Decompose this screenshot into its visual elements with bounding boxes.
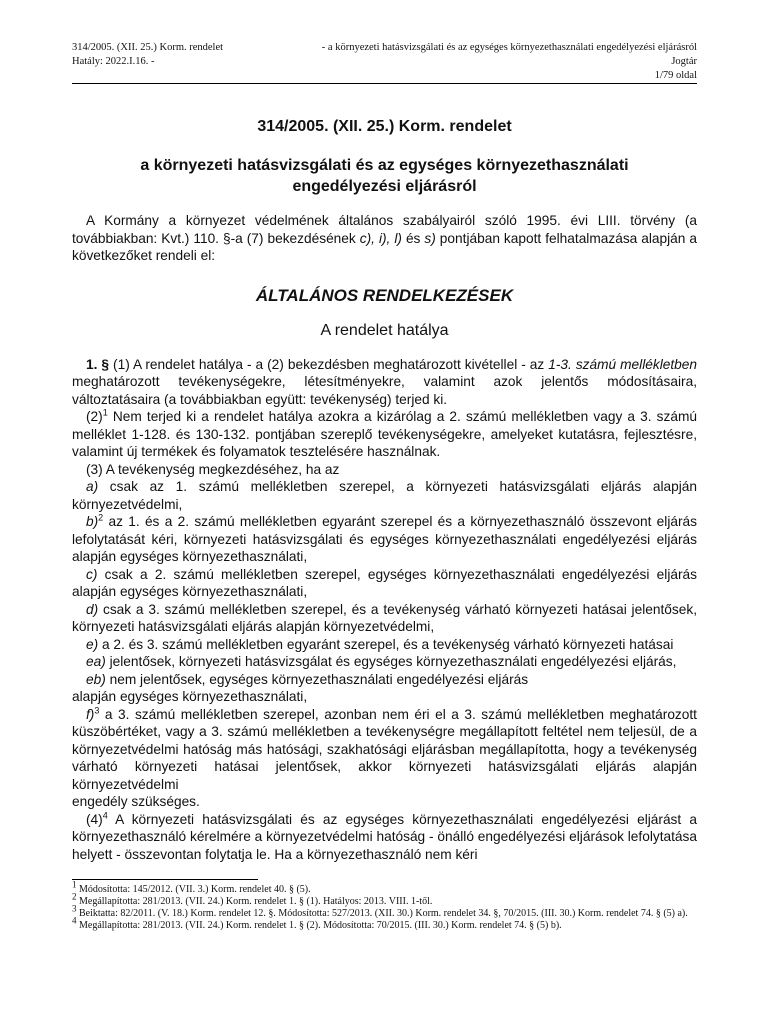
header-effective-date: Hatály: 2022.I.16. - bbox=[72, 56, 155, 67]
paragraph-text: Nem terjed ki a rendelet hatálya azokra a kizárólag a 2. számú mellékletben vagy a 3. számú melléklet 1-128. és 130-132. pontjában szereplő tevékenységekre, amelyeket kutatásra, fejlesztésre, valamint új termékek és folyamatok tesztelésére használnak. bbox=[72, 409, 697, 459]
section-heading: ÁLTALÁNOS RENDELKEZÉSEK bbox=[255, 285, 514, 305]
preamble-text: A Kormány a környezet védelmének általános szabályairól szóló 1995. évi LIII. törvény (a továbbiakban: Kvt.) 110. §-a (7) bekezdésének bbox=[72, 213, 697, 246]
footnote bbox=[72, 915, 697, 932]
list-item-f bbox=[72, 706, 697, 794]
item-label: f) bbox=[86, 706, 95, 722]
header-act-number: 314/2005. (XII. 25.) Korm. rendelet bbox=[72, 42, 224, 53]
paragraph-text: (1) A rendelet hatálya - a (2) bekezdésben meghatározott kivétellel - az bbox=[109, 356, 549, 372]
paragraph-number: (4) bbox=[86, 811, 103, 827]
paragraph-2 bbox=[72, 408, 697, 461]
paragraph-1 bbox=[72, 356, 697, 409]
header-act-title: - a környezeti hatásvizsgálati és az egységes környezethasználati engedélyezési eljárásról bbox=[321, 42, 697, 53]
footnote bbox=[72, 879, 697, 896]
footnote bbox=[72, 891, 697, 908]
paragraph-3: (3) A tevékenység megkezdéséhez, ha az bbox=[86, 461, 340, 477]
preamble-point-s: s) bbox=[424, 230, 436, 246]
item-label: eb) bbox=[86, 671, 106, 687]
document-body bbox=[72, 110, 697, 863]
item-text: jelentősek, környezeti hatásvizsgálat és egységes környezethasználati engedélyezési eljárás, bbox=[105, 654, 677, 669]
footnote-ref[interactable]: 3 bbox=[94, 704, 100, 715]
footnote-ref[interactable]: 1 bbox=[102, 407, 108, 418]
footnote-text: Beiktatta: 82/2011. (V. 18.) Korm. rendelet 12. §. Módosította: 527/2013. (XII. 30.) Korm. rendelet 34. §, 70/2015. (III. 30.) Korm. rendelet 74. § (5) a). bbox=[76, 908, 688, 919]
preamble-points: c), i), l) bbox=[359, 230, 402, 246]
paragraph-4 bbox=[72, 811, 697, 864]
footnote-ref[interactable]: 2 bbox=[98, 512, 104, 523]
item-text: csak a 3. számú mellékletben szerepel, és a tevékenység várható környezeti hatásai jelentősek, környezeti hatásvizsgálati eljárás alapján környezetvédelmi, bbox=[72, 601, 697, 634]
list-item-a bbox=[72, 478, 697, 513]
item-text: nem jelentősek, egységes környezethasználati engedélyezési eljárás bbox=[105, 671, 529, 687]
footnote-number: 1 bbox=[72, 879, 77, 890]
item-text: csak az 1. számú mellékletben szerepel, a környezeti hatásvizsgálati eljárás alapján környezetvédelmi, bbox=[72, 479, 697, 512]
item-label: ea) bbox=[86, 654, 106, 669]
header-divider bbox=[72, 83, 697, 84]
preamble bbox=[72, 212, 697, 265]
footnote-number: 3 bbox=[72, 903, 77, 914]
list-item-e bbox=[72, 636, 697, 654]
running-header bbox=[72, 41, 697, 83]
item-label: e) bbox=[86, 636, 99, 652]
annex-reference: 1-3. számú mellékletben bbox=[548, 356, 697, 372]
header-page-number: 1/79 oldal bbox=[654, 70, 697, 81]
list-item-eb-continuation: alapján egységes környezethasználati, bbox=[72, 689, 308, 704]
document-subtitle-line1: a környezeti hatásvizsgálati és az egységes környezethasználati bbox=[140, 157, 629, 174]
paragraph-text: meghatározott tevékenységekre, létesítményekre, valamint azok jelentős módosításaira, változtatásaira (a továbbiakban együtt: tevékenység) terjed ki. bbox=[72, 374, 697, 407]
item-label: a) bbox=[86, 479, 99, 494]
footnote-divider bbox=[72, 879, 258, 880]
item-label: c) bbox=[86, 566, 98, 582]
section-number: 1. § bbox=[86, 356, 110, 372]
document-title: 314/2005. (XII. 25.) Korm. rendelet bbox=[257, 118, 512, 135]
footnote-text: Megállapította: 281/2013. (VII. 24.) Korm. rendelet 1. § (2). Módosította: 70/2015. (III. 30.) Korm. rendelet 74. § (5) b). bbox=[76, 920, 562, 931]
footnote-text: Megállapította: 281/2013. (VII. 24.) Korm. rendelet 1. § (1). Hatályos: 2013. VIII. 1-től. bbox=[76, 896, 433, 907]
list-item-f-continuation: engedély szükséges. bbox=[72, 794, 200, 809]
footnotes bbox=[72, 879, 697, 932]
paragraph-number: (2) bbox=[86, 409, 103, 424]
item-label: b) bbox=[86, 514, 99, 529]
list-item-c bbox=[72, 566, 697, 601]
document-subtitle-line2: engedélyezési eljárásról bbox=[292, 178, 477, 195]
item-text: a 3. számú mellékletben szerepel, azonban nem éri el a 3. számú mellékletben meghatározott küszöbértéket, vagy a 3. számú mellékletben a tevékenységre megállapított feltétel nem teljesül, de a környezetvédelmi hatóság más hatósági, szakhatósági eljárásban megállapította, hogy a tevékenység várható környezeti hatásai jelentősek, akkor környezeti hatásvizsgálati eljárás alapján környezetvédelmi bbox=[72, 706, 697, 792]
subsection-heading: A rendelet hatálya bbox=[320, 321, 449, 339]
footnote bbox=[72, 903, 697, 920]
item-text: a 2. és 3. számú mellékletben egyaránt szerepel, és a tevékenység várható környezeti hatásai bbox=[98, 636, 674, 652]
item-text: csak a 2. számú mellékletben szerepel, egységes környezethasználati engedélyezési eljárás alapján egységes környezethasználati, bbox=[72, 566, 697, 599]
list-item-b bbox=[72, 513, 697, 566]
footnote-number: 2 bbox=[72, 891, 77, 902]
paragraph-text: A környezeti hatásvizsgálati és az egységes környezethasználati engedélyezési eljárást a környezethasználó kérelmére a környezetvédelmi hatóság - önálló engedélyezési eljárások lefolytatása helyett - összevontan folytatja le. Ha a környezethasználó nem kéri bbox=[72, 811, 697, 862]
item-text: az 1. és a 2. számú mellékletben egyaránt szerepel és a környezethasználó összevont eljárás lefolytatását kéri, környezeti hatásvizsgálati és egységes környezethasználati engedélyezési eljárás alapján egységes környezethasználati, bbox=[72, 514, 697, 564]
preamble-text: pontjában kapott felhatalmazása alapján a következőket rendeli el: bbox=[72, 230, 698, 263]
header-source: Jogtár bbox=[671, 56, 697, 67]
footnote-number: 4 bbox=[72, 915, 77, 926]
item-label: d) bbox=[86, 601, 99, 617]
list-item-ea bbox=[72, 653, 697, 671]
list-item-eb bbox=[72, 671, 697, 689]
footnote-text: Módosította: 145/2012. (VII. 3.) Korm. rendelet 40. § (5). bbox=[76, 884, 311, 895]
list-item-d bbox=[72, 601, 697, 636]
preamble-text: és bbox=[401, 230, 425, 246]
footnote-ref[interactable]: 4 bbox=[102, 809, 108, 820]
